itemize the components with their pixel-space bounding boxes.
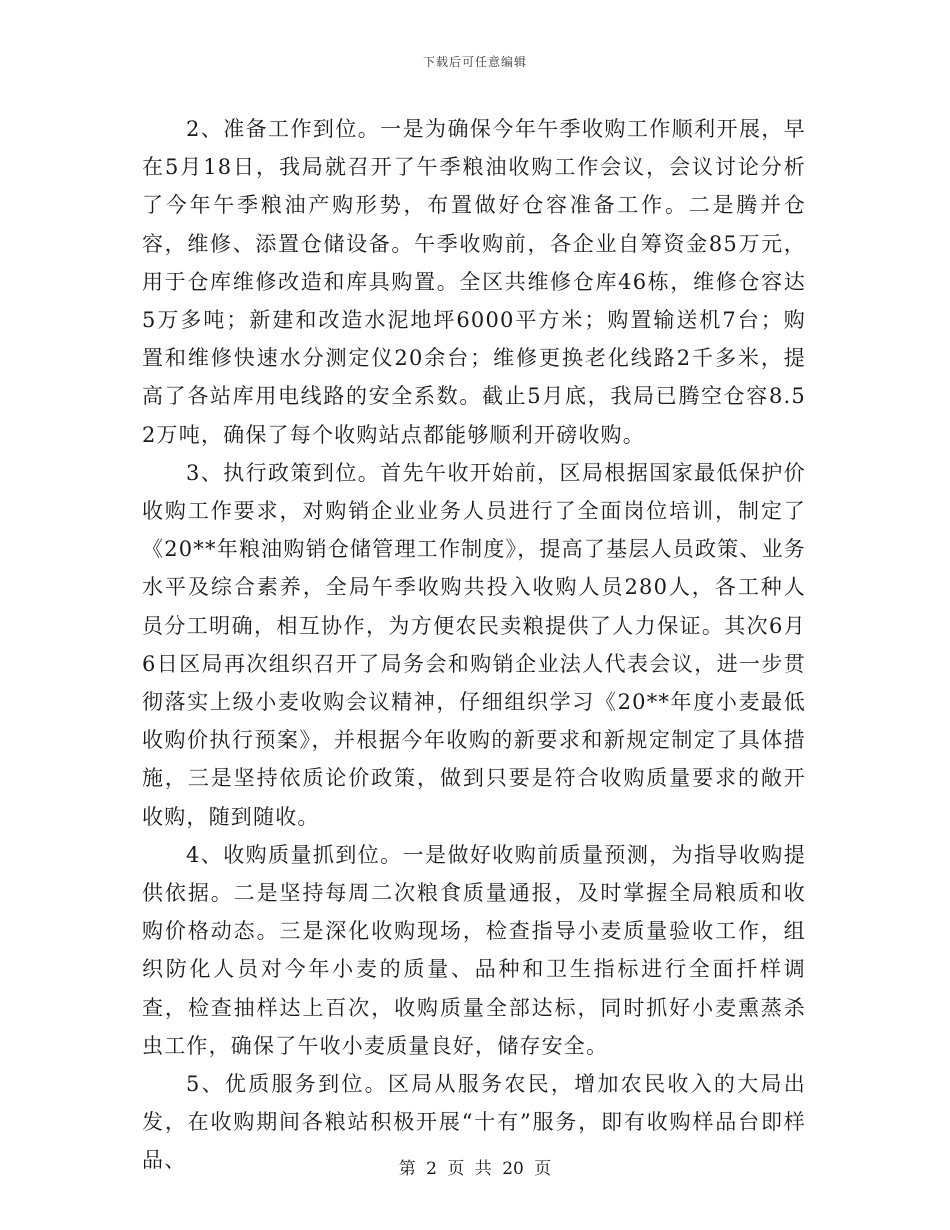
page-number-footer: 第 2 页 共 20 页: [398, 1159, 552, 1179]
paragraph-policy: 3、执行政策到位。首先午收开始前，区局根据国家最低保护价收购工作要求，对购销企业业务人员进行了全面岗位培训，制定了《20**年粮油购销仓储管理工作制度》，提高了基层人员政策、业务水平及综合素养，全局午季收购共投入收购人员280人，各工种人员分工明确，相互协作，为方便农民卖粮提供了人力保证。其次6月6日区局再次组织召开了局务会和购销企业法人代表会议，进一步贯彻落实上级小麦收购会议精神，仔细组织学习《20**年度小麦最低收购价执行预案》，并根据今年收购的新要求和新规定制定了具体措施，三是坚持依质论价政策，做到只要是符合收购质量要求的敞开收购，随到随收。: [142, 460, 806, 829]
paragraph-quality: 4、收购质量抓到位。一是做好收购前质量预测，为指导收购提供依据。二是坚持每周二次粮食质量通报，及时掌握全局粮质和收购价格动态。三是深化收购现场，检查指导小麦质量验收工作，组织防化人员对今年小麦的质量、品种和卫生指标进行全面扦样调查，检查抽样达上百次，收购质量全部达标，同时抓好小麦熏蒸杀虫工作，确保了午收小麦质量良好，储存安全。: [142, 842, 806, 1058]
page-header-note: 下载后可任意编辑: [422, 55, 527, 69]
paragraph-service: 5、优质服务到位。区局从服务农民，增加农民收入的大局出发，在收购期间各粮站积极开展“十有”服务，即有收购样品台即样品、: [142, 1072, 806, 1173]
document-body: [142, 110, 806, 1180]
paragraph-preparation: 2、准备工作到位。一是为确保今年午季收购工作顺利开展，早在5月18日，我局就召开了午季粮油收购工作会议，会议讨论分析了今年午季粮油产购形势，布置做好仓容准备工作。二是腾并仓容，维修、添置仓储设备。午季收购前，各企业自筹资金85万元，用于仓库维修改造和库具购置。全区共维修仓库46栋，维修仓容达5万多吨；新建和改造水泥地坪6000平方米；购置输送机7台；购置和维修快速水分测定仪20余台；维修更换老化线路2千多米，提高了各站库用电线路的安全系数。截止5月底，我局已腾空仓容8.52万吨，确保了每个收购站点都能够顺利开磅收购。: [142, 117, 806, 447]
